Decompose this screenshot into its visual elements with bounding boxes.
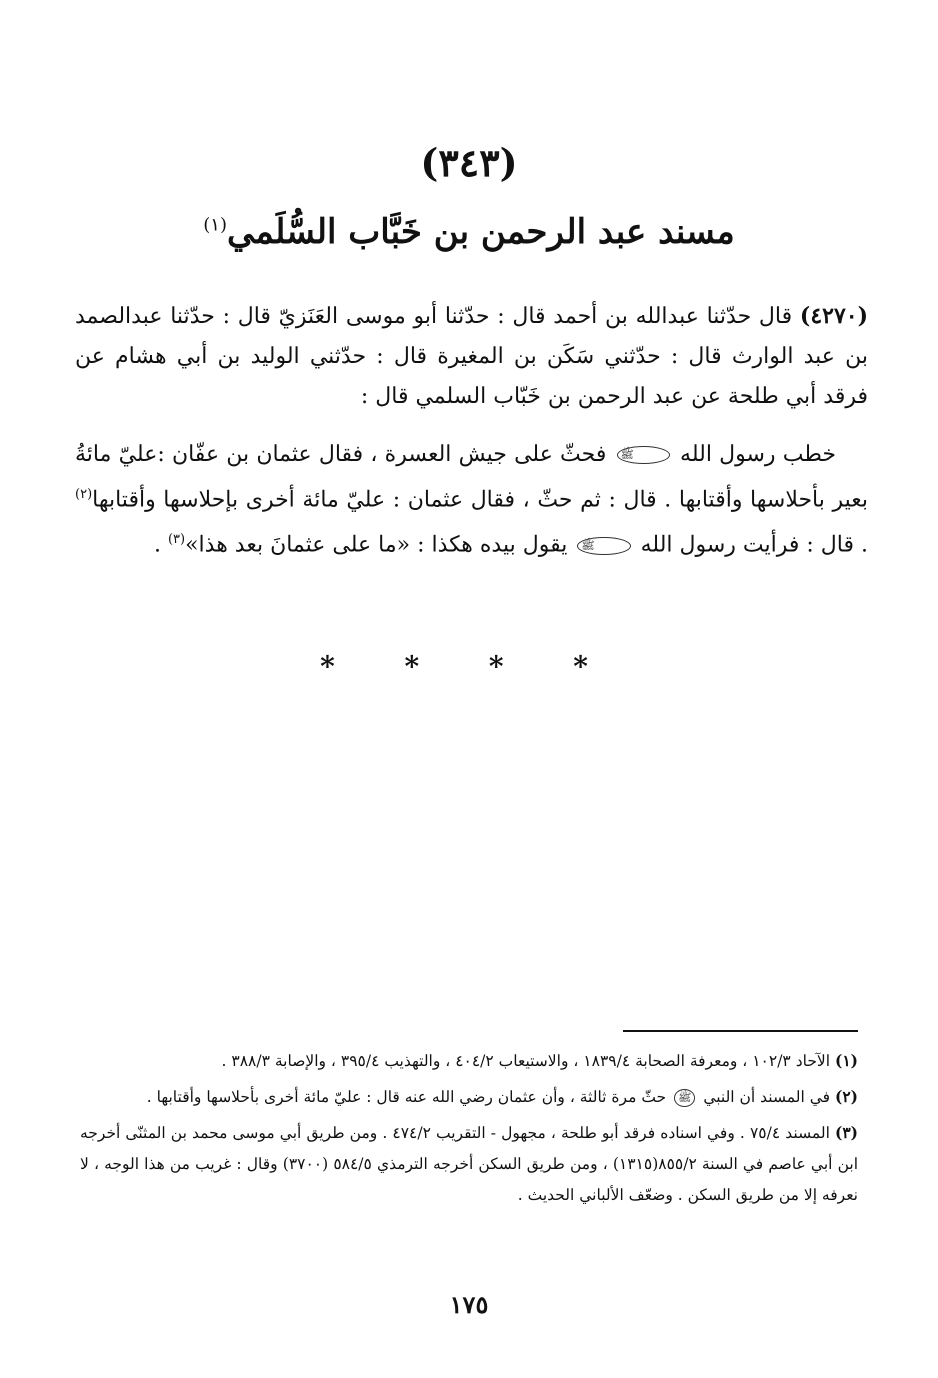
footnote-2 [80, 1081, 858, 1113]
page-number: ١٧٥ [449, 1290, 489, 1319]
chapter-heading [60, 212, 878, 252]
footnote-ref-2[interactable]: (٢) [75, 487, 93, 502]
footnote-text: في المسند أن النبي [703, 1088, 831, 1106]
footnote-1 [80, 1045, 858, 1077]
footnote-divider [623, 1030, 858, 1032]
footnote-3 [80, 1117, 858, 1211]
salutation-icon: ﷺ [617, 446, 670, 464]
isnad-text: قال حدّثنا عبدالله بن أحمد قال : حدّثنا أبو موسى العَنَزيّ قال : حدّثنا عبدالصمد بن عبد الوارث قال : حدّثني سَكَن بن المغيرة قال : حدّثني الوليد بن أبي هشام عن فرقد أبي طلحة عن عبد الرحمن بن خَبّاب السلمي قال : [75, 304, 868, 409]
salutation-icon: ﷺ [577, 537, 630, 555]
footnote-number: (١) [834, 1051, 858, 1070]
matn-part-4: يقول بيده هكذا : «ما على عثمانَ بعد هذا» [185, 532, 568, 558]
matn-part-1: خطب رسول الله [680, 442, 836, 467]
section-separator: * * * * [320, 650, 618, 683]
salutation-icon: ﷺ [674, 1089, 695, 1107]
matn-part-2: فحثّ على جيش العسرة ، فقال عثمان بن عفّان :عليّ مائةُ بعير بأحلاسها وأقتابها . قال : ثم حثّ ، فقال عثمان : عليّ مائة أخرى بإحلاسها وأقتابها [75, 442, 868, 513]
hadith-number: (٤٢٧٠) [799, 303, 868, 329]
heading-title: مسند عبد الرحمن بن خَبَّاب السُّلَمي [227, 212, 735, 252]
hadith-isnad [75, 296, 868, 417]
footnote-number: (٢) [834, 1087, 858, 1106]
footnote-text: حثّ مرة ثالثة ، وأن عثمان رضي الله عنه قال : عليّ مائة أخرى بأحلاسها وأقتابها . [146, 1088, 667, 1106]
footnote-text: الآحاد ١٠٢/٣ ، ومعرفة الصحابة ١٨٣٩/٤ ، والاستيعاب ٤٠٤/٢ ، والتهذيب ٣٩٥/٤ ، والإصابة ٣٨٨/٣ . [221, 1052, 831, 1070]
footnote-ref-3[interactable]: (٣) [167, 532, 186, 548]
matn-end: . [153, 532, 161, 558]
footnotes [80, 1045, 858, 1215]
heading-footnote-ref[interactable]: (١) [203, 214, 227, 236]
hadith-body [75, 296, 868, 566]
hadith-matn [75, 435, 868, 566]
footnote-text: المسند ٧٥/٤ . وفي اسناده فرقد أبو طلحة ، مجهول - التقريب ٤٧٤/٢ . ومن طريق أبي موسى محمد بن المثنّى أخرجه ابن أبي عاصم في السنة ٨٥٥/٢(١٣١٥) ، ومن طريق السكن أخرجه الترمذي ٥٨٤/٥ (٣٧٠٠) وقال : غريب من هذا الوجه ، لا نعرفه إلا من طريق السكن . وضعّف الألباني الحديث . [80, 1124, 859, 1204]
section-number: (٣٤٣) [420, 140, 518, 185]
matn-part-3: . قال : فرأيت رسول الله [640, 532, 868, 558]
footnote-number: (٣) [835, 1123, 859, 1142]
